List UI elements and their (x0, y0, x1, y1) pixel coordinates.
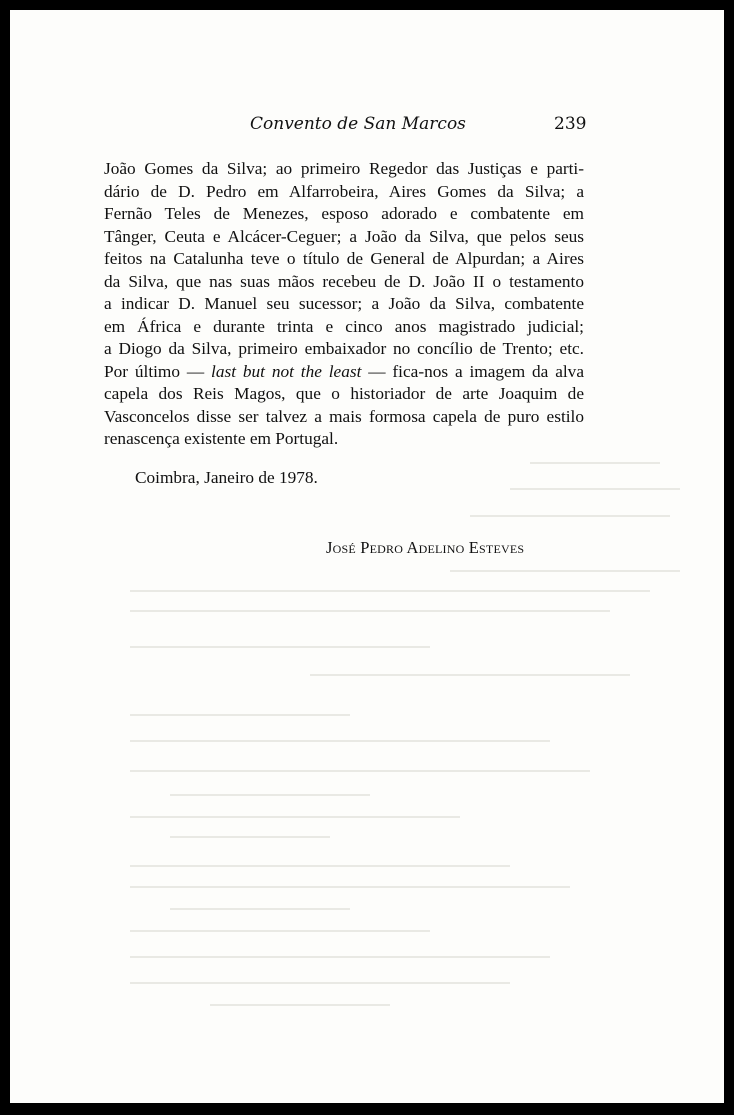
text-line: Vasconcelos disse ser talvez a mais formosa capela de puro estilo (104, 406, 584, 426)
text-line: Fernão Teles de Menezes, esposo adorado e combatente em (104, 204, 584, 223)
place-date: Coimbra, Janeiro de 1978. (135, 468, 318, 487)
text-line: renascença existente em Portugal. (104, 429, 339, 448)
text-line: a Diogo da Silva, primeiro embaixador no concílio de Trento; etc. (104, 339, 584, 358)
page-header (10, 114, 724, 138)
text-line: capela dos Reis Magos, que o historiador de arte Joaquim de (104, 384, 584, 403)
text-line: a indicar D. Manuel seu sucessor; a João da Silva, combatente (104, 294, 584, 313)
text-line: Tânger, Ceuta e Alcácer-Ceguer; a João da Silva, que pelos seus (104, 226, 584, 246)
running-title: Convento de San Marcos (250, 114, 466, 134)
page-number: 239 (554, 114, 587, 134)
text-line: João Gomes da Silva; ao primeiro Regedor das Justiças e parti- (104, 159, 584, 178)
italic-phrase: last but not the least (211, 361, 362, 381)
text-line: em África e durante trinta e cinco anos magistrado judicial; (104, 316, 584, 336)
author-signature: José Pedro Adelino Esteves (326, 538, 525, 557)
text-line: dário de D. Pedro em Alfarrobeira, Aires Gomes da Silva; a (104, 181, 584, 201)
text-line: feitos na Catalunha teve o título de General de Alpurdan; a Aires (104, 249, 584, 268)
text-line: da Silva, que nas suas mãos recebeu de D. João II o testamento (104, 271, 584, 291)
text-line: Por último — last but not the least — fica-nos a imagem da alva (104, 361, 584, 381)
body-paragraph (104, 158, 584, 451)
document-page (10, 10, 724, 1103)
